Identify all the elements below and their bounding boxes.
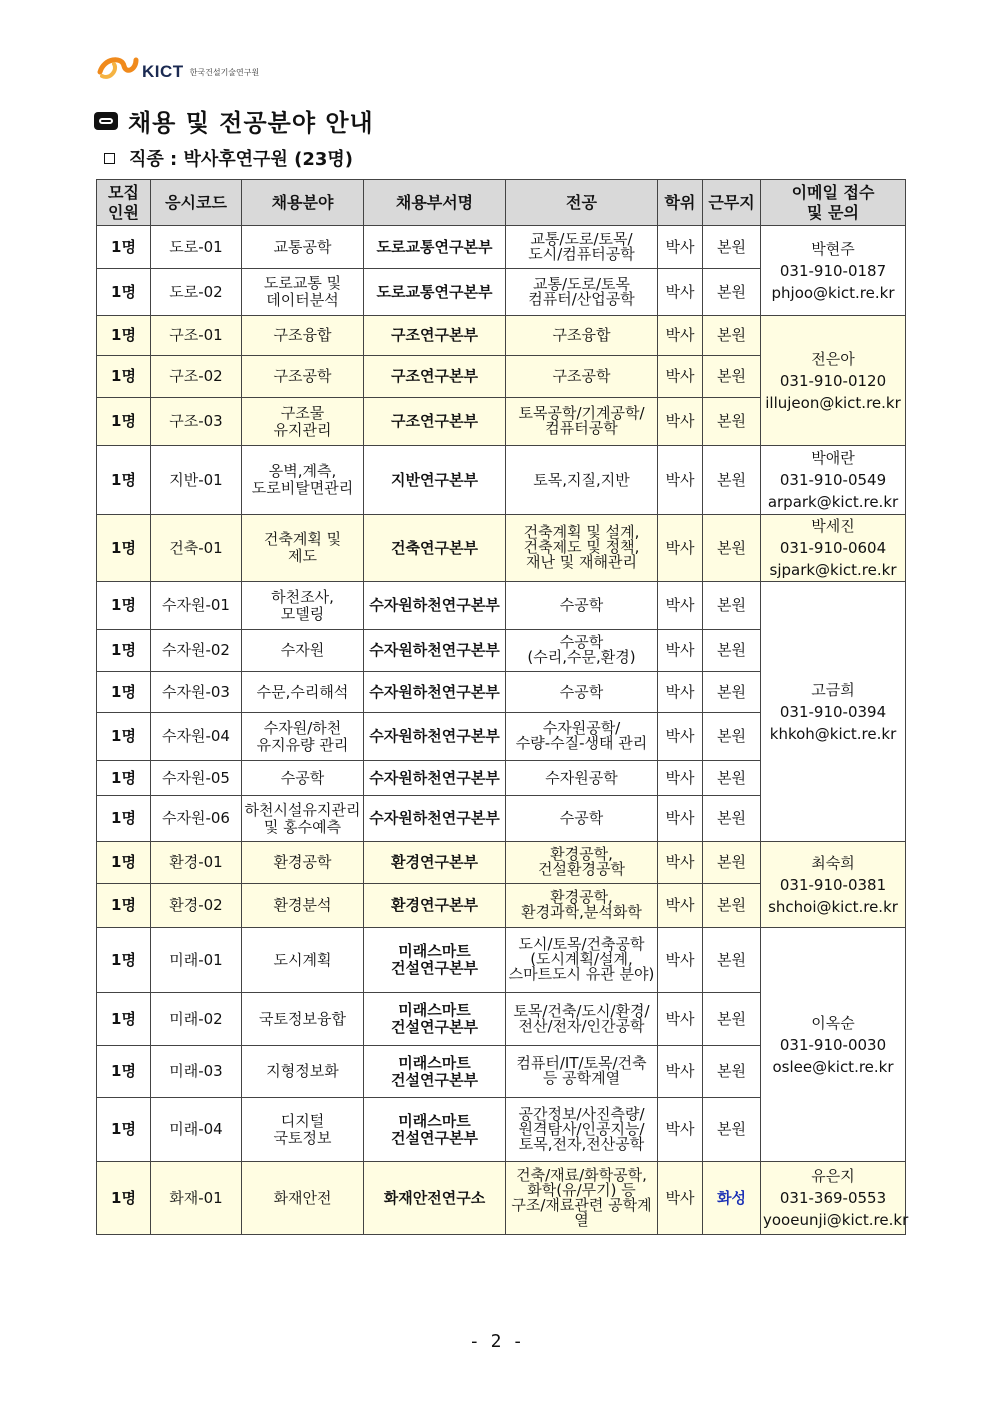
cell-count: 1명 (97, 713, 151, 761)
cell-major: 토목공학/기계공학/ 컴퓨터공학 (506, 398, 658, 446)
cell-location: 본원 (703, 316, 761, 356)
table-header-row (97, 180, 906, 226)
contact-phone: 031-910-0604 (779, 539, 887, 557)
cell-location: 본원 (703, 1098, 761, 1162)
table-row (97, 316, 906, 356)
cell-field: 수자원 (242, 630, 364, 672)
cell-count: 1명 (97, 356, 151, 398)
cell-degree: 박사 (658, 761, 703, 796)
cell-degree: 박사 (658, 226, 703, 269)
cell-count: 1명 (97, 842, 151, 884)
contact-phone: 031-910-0187 (779, 261, 887, 280)
contact-email[interactable]: yooeunji@kict.re.kr (763, 1211, 909, 1229)
cell-code: 미래-02 (151, 993, 242, 1046)
cell-field: 하천시설유지관리 및 홍수예측 (242, 796, 364, 842)
cell-count: 1명 (97, 993, 151, 1046)
cell-field: 하천조사, 모델링 (242, 582, 364, 630)
kict-logo (96, 50, 259, 84)
contact-cell (761, 582, 906, 842)
table-row (97, 842, 906, 884)
cell-major: 교통/도로/토목/ 도시/컴퓨터공학 (506, 226, 658, 269)
contact-name: 고금희 (811, 680, 855, 699)
contact-cell (761, 928, 906, 1162)
cell-code: 화재-01 (151, 1162, 242, 1235)
cell-major: 토목,지질,지반 (506, 446, 658, 515)
cell-major: 수자원공학 (506, 761, 658, 796)
cell-field: 교통공학 (242, 226, 364, 269)
cell-code: 수자원-02 (151, 630, 242, 672)
contact-name: 박현주 (811, 239, 855, 258)
cell-dept: 미래스마트 건설연구본부 (364, 1046, 506, 1098)
cell-code: 환경-01 (151, 842, 242, 884)
cell-major: 토목/건축/도시/환경/ 전산/전자/인간공학 (506, 993, 658, 1046)
table-body (97, 226, 909, 1235)
cell-major: 구조융합 (506, 316, 658, 356)
header-major: 전공 (506, 180, 658, 226)
cell-dept: 수자원하천연구본부 (364, 761, 506, 796)
cell-count: 1명 (97, 796, 151, 842)
cell-code: 구조-03 (151, 398, 242, 446)
contact-email[interactable]: illujeon@kict.re.kr (765, 393, 901, 412)
cell-location: 본원 (703, 672, 761, 713)
cell-degree: 박사 (658, 316, 703, 356)
cell-location: 본원 (703, 884, 761, 928)
table-row (97, 928, 906, 993)
contact-name: 전은아 (811, 349, 855, 368)
contact-email[interactable]: shchoi@kict.re.kr (768, 897, 898, 916)
cell-degree: 박사 (658, 582, 703, 630)
cell-degree: 박사 (658, 884, 703, 928)
cell-major: 건축계획 및 설계, 건축제도 및 정책, 재난 및 재해관리 (506, 515, 658, 582)
contact-phone: 031-910-0549 (779, 471, 887, 489)
cell-dept: 환경연구본부 (364, 884, 506, 928)
contact-name: 박애란 (811, 449, 855, 467)
contact-email[interactable]: oslee@kict.re.kr (772, 1057, 894, 1076)
logo-subtitle: 한국건설기술연구원 (189, 68, 260, 77)
cell-count: 1명 (97, 672, 151, 713)
cell-field: 건축계획 및 제도 (242, 515, 364, 582)
cell-field: 환경공학 (242, 842, 364, 884)
contact-cell (761, 446, 906, 515)
contact-name: 이옥순 (811, 1013, 855, 1032)
cell-code: 수자원-03 (151, 672, 242, 713)
logo-text: KICT (142, 62, 184, 81)
cell-dept: 수자원하천연구본부 (364, 796, 506, 842)
table-row (97, 226, 906, 269)
cell-count: 1명 (97, 582, 151, 630)
cell-location: 본원 (703, 269, 761, 316)
cell-count: 1명 (97, 226, 151, 269)
cell-major: 수공학 (수리,수문,환경) (506, 630, 658, 672)
contact-name: 박세진 (811, 517, 855, 535)
cell-dept: 도로교통연구본부 (364, 226, 506, 269)
contact-email[interactable]: arpark@kict.re.kr (767, 493, 899, 511)
cell-location: 본원 (703, 761, 761, 796)
cell-location: 본원 (703, 928, 761, 993)
cell-code: 환경-02 (151, 884, 242, 928)
cell-major: 도시/토목/건축공학 (도시계획/설계, 스마트도시 유관 분야) (506, 928, 658, 993)
header-dept: 채용부서명 (364, 180, 506, 226)
cell-location: 본원 (703, 356, 761, 398)
cell-code: 지반-01 (151, 446, 242, 515)
cell-count: 1명 (97, 630, 151, 672)
cell-dept: 환경연구본부 (364, 842, 506, 884)
cell-dept: 화재안전연구소 (364, 1162, 506, 1235)
cell-dept: 구조연구본부 (364, 316, 506, 356)
cell-degree: 박사 (658, 993, 703, 1046)
cell-degree: 박사 (658, 356, 703, 398)
page-number: - 2 - (468, 1331, 524, 1352)
cell-count: 1명 (97, 1046, 151, 1098)
contact-name: 최숙희 (811, 853, 855, 872)
cell-field: 환경분석 (242, 884, 364, 928)
cell-location: 본원 (703, 993, 761, 1046)
header-degree: 학위 (658, 180, 703, 226)
cell-dept: 수자원하천연구본부 (364, 582, 506, 630)
cell-code: 미래-04 (151, 1098, 242, 1162)
cell-code: 수자원-04 (151, 713, 242, 761)
cell-degree: 박사 (658, 630, 703, 672)
contact-phone: 031-910-0120 (779, 371, 887, 390)
contact-email[interactable]: phjoo@kict.re.kr (771, 283, 895, 302)
cell-location: 본원 (703, 1046, 761, 1098)
cell-field: 디지털 국토정보 (242, 1098, 364, 1162)
cell-dept: 구조연구본부 (364, 356, 506, 398)
link-icon (94, 112, 118, 130)
cell-major: 환경공학, 환경과학,분석화학 (506, 884, 658, 928)
cell-major: 수공학 (506, 672, 658, 713)
contact-phone: 031-910-0030 (779, 1035, 887, 1054)
cell-dept: 수자원하천연구본부 (364, 672, 506, 713)
header-code: 응시코드 (151, 180, 242, 226)
cell-degree: 박사 (658, 515, 703, 582)
cell-major: 컴퓨터/IT/토목/건축 등 공학계열 (506, 1046, 658, 1098)
cell-location: 본원 (703, 446, 761, 515)
cell-count: 1명 (97, 316, 151, 356)
contact-cell (761, 226, 906, 316)
cell-code: 수자원-01 (151, 582, 242, 630)
cell-degree: 박사 (658, 398, 703, 446)
contact-cell (761, 515, 906, 582)
cell-field: 구조물 유지관리 (242, 398, 364, 446)
cell-count: 1명 (97, 515, 151, 582)
cell-location: 본원 (703, 515, 761, 582)
cell-major: 환경공학, 건설환경공학 (506, 842, 658, 884)
cell-dept: 도로교통연구본부 (364, 269, 506, 316)
contact-email[interactable]: khkoh@kict.re.kr (769, 724, 897, 743)
cell-location: 본원 (703, 582, 761, 630)
cell-degree: 박사 (658, 269, 703, 316)
cell-count: 1명 (97, 1162, 151, 1235)
cell-code: 수자원-05 (151, 761, 242, 796)
cell-degree: 박사 (658, 713, 703, 761)
cell-location: 본원 (703, 842, 761, 884)
cell-count: 1명 (97, 398, 151, 446)
contact-phone: 031-369-0553 (779, 1189, 887, 1207)
cell-code: 구조-01 (151, 316, 242, 356)
cell-code: 도로-02 (151, 269, 242, 316)
table-row (97, 515, 906, 582)
cell-dept: 건축연구본부 (364, 515, 506, 582)
cell-location: 화성 (703, 1162, 761, 1235)
heading-text: 채용 및 전공분야 안내 (128, 109, 374, 137)
contact-email[interactable]: sjpark@kict.re.kr (769, 561, 897, 579)
sub-heading (104, 145, 353, 171)
cell-major: 교통/도로/토목 컴퓨터/산업공학 (506, 269, 658, 316)
cell-degree: 박사 (658, 928, 703, 993)
contact-cell (761, 1162, 909, 1235)
square-bullet-icon (104, 153, 115, 164)
header-count: 모집 인원 (97, 180, 151, 226)
cell-count: 1명 (97, 269, 151, 316)
cell-major: 공간정보/사진측량/ 원격탐사/인공지능/ 토목,전자,전산공학 (506, 1098, 658, 1162)
cell-degree: 박사 (658, 842, 703, 884)
cell-major: 수공학 (506, 582, 658, 630)
contact-cell (761, 316, 906, 446)
cell-dept: 지반연구본부 (364, 446, 506, 515)
cell-location: 본원 (703, 398, 761, 446)
cell-field: 수자원/하천 유지유량 관리 (242, 713, 364, 761)
cell-field: 옹벽,계측, 도로비탈면관리 (242, 446, 364, 515)
cell-degree: 박사 (658, 672, 703, 713)
cell-dept: 수자원하천연구본부 (364, 630, 506, 672)
cell-field: 도로교통 및 데이터분석 (242, 269, 364, 316)
cell-degree: 박사 (658, 1162, 703, 1235)
cell-code: 미래-03 (151, 1046, 242, 1098)
cell-count: 1명 (97, 446, 151, 515)
cell-field: 화재안전 (242, 1162, 364, 1235)
cell-location: 본원 (703, 713, 761, 761)
cell-degree: 박사 (658, 796, 703, 842)
cell-code: 건축-01 (151, 515, 242, 582)
cell-dept: 미래스마트 건설연구본부 (364, 993, 506, 1046)
cell-major: 구조공학 (506, 356, 658, 398)
contact-cell (761, 842, 906, 928)
cell-code: 미래-01 (151, 928, 242, 993)
cell-dept: 미래스마트 건설연구본부 (364, 928, 506, 993)
cell-location: 본원 (703, 796, 761, 842)
cell-major: 수자원공학/ 수량-수질-생태 관리 (506, 713, 658, 761)
cell-field: 구조융합 (242, 316, 364, 356)
section-heading (94, 103, 374, 138)
header-contact: 이메일 접수 및 문의 (761, 180, 906, 226)
recruitment-table (96, 179, 909, 1235)
cell-major: 건축/재료/화학공학, 화학(유/무기) 등 구조/재료관련 공학계열 (506, 1162, 658, 1235)
cell-field: 수공학 (242, 761, 364, 796)
cell-degree: 박사 (658, 1046, 703, 1098)
contact-name: 유은지 (811, 1167, 855, 1185)
cell-dept: 수자원하천연구본부 (364, 713, 506, 761)
header-field: 채용분야 (242, 180, 364, 226)
header-location: 근무지 (703, 180, 761, 226)
cell-major: 수공학 (506, 796, 658, 842)
cell-field: 도시계획 (242, 928, 364, 993)
cell-degree: 박사 (658, 446, 703, 515)
contact-phone: 031-910-0394 (779, 702, 887, 721)
contact-phone: 031-910-0381 (779, 875, 887, 894)
cell-count: 1명 (97, 928, 151, 993)
cell-code: 수자원-06 (151, 796, 242, 842)
table-row (97, 446, 906, 515)
cell-dept: 미래스마트 건설연구본부 (364, 1098, 506, 1162)
kict-emblem-icon (96, 50, 140, 84)
table-row (97, 1162, 906, 1235)
cell-field: 구조공학 (242, 356, 364, 398)
cell-location: 본원 (703, 630, 761, 672)
sub-heading-text: 직종 : 박사후연구원 (23명) (129, 149, 353, 170)
cell-code: 도로-01 (151, 226, 242, 269)
cell-code: 구조-02 (151, 356, 242, 398)
cell-count: 1명 (97, 884, 151, 928)
cell-degree: 박사 (658, 1098, 703, 1162)
table-row (97, 582, 906, 630)
cell-field: 국토정보융합 (242, 993, 364, 1046)
cell-dept: 구조연구본부 (364, 398, 506, 446)
cell-field: 지형정보화 (242, 1046, 364, 1098)
cell-count: 1명 (97, 1098, 151, 1162)
cell-field: 수문,수리해석 (242, 672, 364, 713)
cell-location: 본원 (703, 226, 761, 269)
cell-count: 1명 (97, 761, 151, 796)
